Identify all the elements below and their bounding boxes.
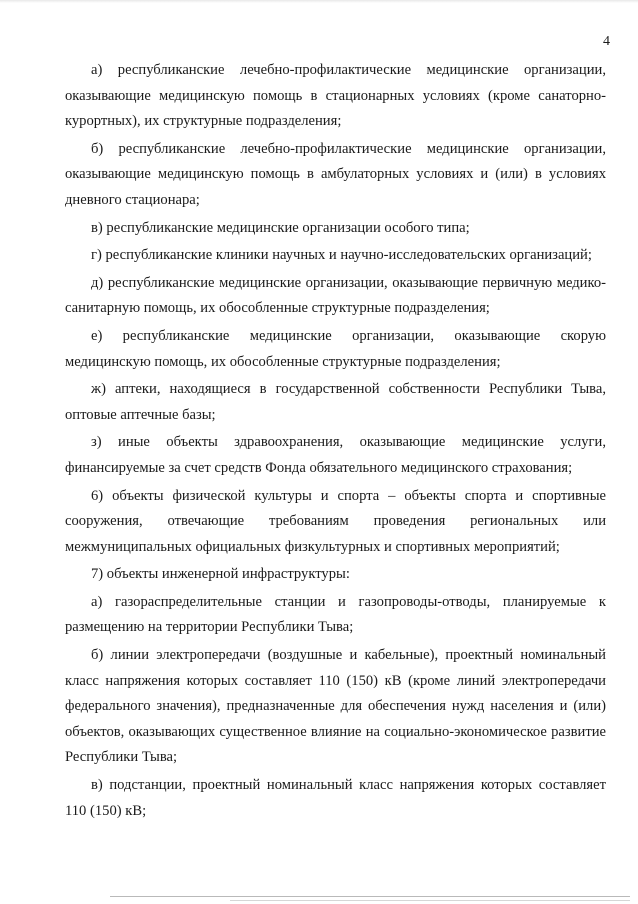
paragraph-b-power-lines: б) линии электропередачи (воздушные и кабельные), проектный номинальный класс напряжения которых составляет 110 (150) кВ (кроме линий электропередачи федерального значения), предназначенные для обеспечения нужд населения и (или) объектов, оказывающих существенное влияние на социально-экономическое развитие Республики Тыва; — [65, 647, 606, 766]
paragraph-zh-pharmacies: ж) аптеки, находящиеся в государственной собственности Республики Тыва, оптовые аптечные базы; — [65, 381, 606, 423]
document-body — [65, 58, 606, 826]
paragraph-a-inpatient: а) республиканские лечебно-профилактические медицинские организации, оказывающие медицинскую помощь в стационарных условиях (кроме санаторно-курортных), их структурные подразделения; — [65, 62, 606, 130]
paragraph-z-other-health: з) иные объекты здравоохранения, оказывающие медицинские услуги, финансируемые за счет средств Фонда обязательного медицинского страхования; — [65, 434, 606, 476]
paragraph-7-engineering: 7) объекты инженерной инфраструктуры: — [91, 566, 350, 583]
paragraph-6-sports: 6) объекты физической культуры и спорта – объекты спорта и спортивные сооружения, отвечающие требованиям проведения региональных или межмуниципальных официальных физкультурных и спортивных мероприятий; — [65, 487, 606, 555]
paragraph-v-special-type: в) республиканские медицинские организации особого типа; — [91, 219, 470, 236]
paragraph-a-gas: а) газораспределительные станции и газопроводы-отводы, планируемые к размещению на территории Республики Тыва; — [65, 593, 606, 636]
scan-top-edge — [0, 0, 638, 3]
scan-bottom-line-2 — [230, 900, 630, 901]
paragraph-b-outpatient: б) республиканские лечебно-профилактические медицинские организации, оказывающие медицинскую помощь в амбулаторных условиях и (или) в условиях дневного стационара; — [65, 140, 606, 208]
paragraph-d-primary-care: д) республиканские медицинские организации, оказывающие первичную медико-санитарную помощь, их обособленные структурные подразделения; — [65, 274, 606, 317]
paragraph-v-substations: в) подстанции, проектный номинальный класс напряжения которых составляет 110 (150) кВ; — [65, 777, 606, 819]
paragraph-g-clinics: г) республиканские клиники научных и научно-исследовательских организаций; — [91, 247, 592, 264]
paragraph-e-emergency: е) республиканские медицинские организации, оказывающие скорую медицинскую помощь, их обособленные структурные подразделения; — [65, 327, 606, 370]
page-number: 4 — [603, 34, 610, 49]
scan-bottom-line — [110, 896, 630, 897]
